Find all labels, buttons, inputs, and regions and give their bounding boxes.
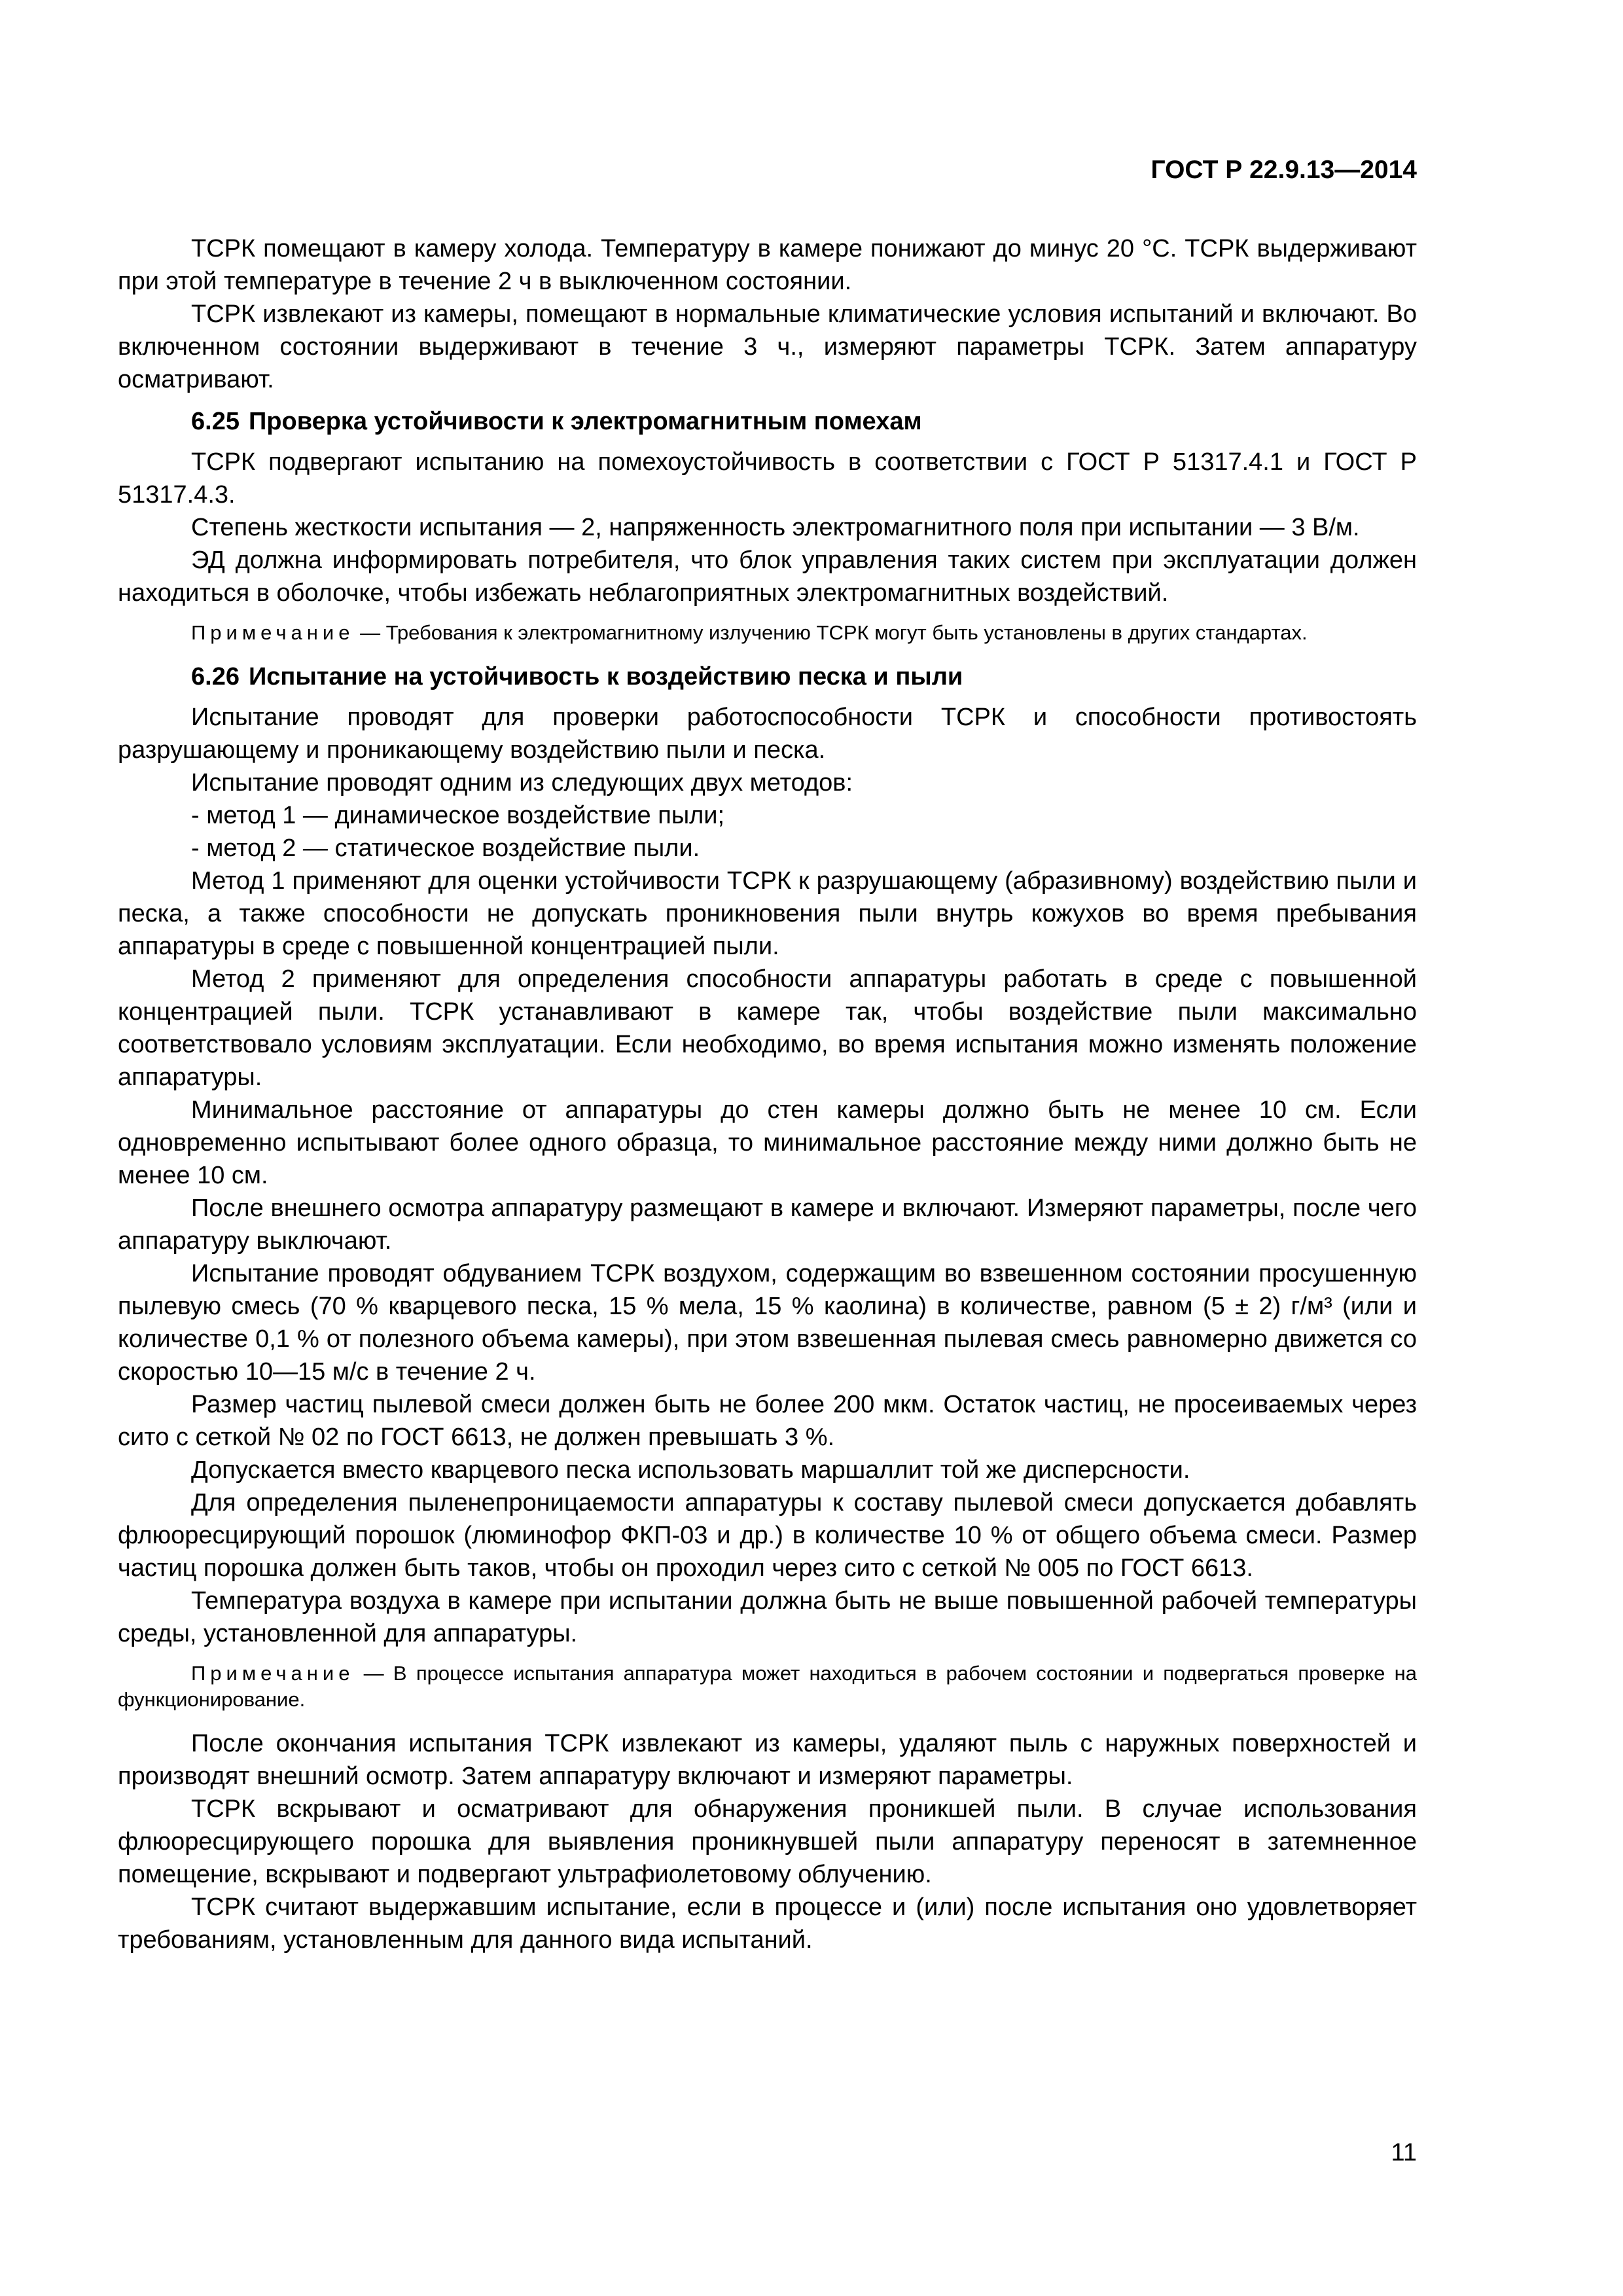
paragraph: ТСРК вскрывают и осматривают для обнаружения проникшей пыли. В случае использования флюоресцирующего порошка для выявления проникнувшей пыли аппаратуру переносят в затемненное помещение, вскрывают и подвергают ультрафиолетовому облучению. [118,1795,1417,1888]
note [118,1660,1417,1713]
note-text: — В процессе испытания аппаратура может находиться в рабочем состоянии и подвергаться проверке на функционирование. [118,1662,1417,1711]
paragraph: Степень жесткости испытания — 2, напряженность электромагнитного поля при испытании — 3 В/м. [191,514,1360,541]
paragraph: Испытание проводят обдуванием ТСРК воздухом, содержащим во взвешенном состоянии просушенную пылевую смесь (70 % кварцевого песка, 15 % мела, 15 % каолина) в количестве, равном (5 ± 2) г/м³ (или и количестве 0,1 % от полезного объема камеры), при этом взвешенная пылевая смесь равномерно движется со скоростью 10—15 м/с в течение 2 ч. [118,1260,1417,1386]
note-label: Примечание [191,621,355,644]
paragraph: ЭД должна информировать потребителя, что блок управления таких систем при эксплуатации должен находиться в оболочке, чтобы избежать неблагоприятных электромагнитных воздействий. [118,547,1417,607]
section-title: Испытание на устойчивость к воздействию песка и пыли [248,663,963,691]
section-heading-6-26 [118,660,1417,693]
paragraph: Температура воздуха в камере при испытании должна быть не выше повышенной рабочей температуры среды, установленной для аппаратуры. [118,1587,1417,1647]
note-text: — Требования к электромагнитному излучению ТСРК могут быть установлены в других стандартах. [360,621,1308,644]
paragraph: ТСРК извлекают из камеры, помещают в нормальные климатические условия испытаний и включают. Во включенном состоянии выдерживают в течение 3 ч., измеряют параметры ТСРК. Затем аппаратуру осматривают. [118,300,1417,393]
paragraph: Минимальное расстояние от аппаратуры до стен камеры должно быть не менее 10 см. Если одновременно испытывают более одного образца, то минимальное расстояние между ними должно быть не менее 10 см. [118,1096,1417,1189]
document-body [118,232,1417,1956]
paragraph: Размер частиц пылевой смеси должен быть не более 200 мкм. Остаток частиц, не просеиваемых через сито с сеткой № 02 по ГОСТ 6613, не должен превышать 3 %. [118,1391,1417,1451]
section-number: 6.25 [191,408,240,435]
paragraph: ТСРК считают выдержавшим испытание, если в процессе и (или) после испытания оно удовлетворяет требованиям, установленным для данного вида испытаний. [118,1893,1417,1954]
paragraph: После окончания испытания ТСРК извлекают из камеры, удаляют пыль с наружных поверхностей и производят внешний осмотр. Затем аппаратуру включают и измеряют параметры. [118,1730,1417,1790]
note [118,620,1417,646]
paragraph: После внешнего осмотра аппаратуру размещают в камере и включают. Измеряют параметры, после чего аппаратуру выключают. [118,1194,1417,1255]
note-label: Примечание [191,1662,355,1685]
paragraph: Испытание проводят одним из следующих двух методов: [191,769,853,797]
page-number: 11 [1391,2139,1417,2166]
paragraph: Метод 2 применяют для определения способности аппаратуры работать в среде с повышенной концентрацией пыли. ТСРК устанавливают в камере так, чтобы воздействие пыли максимально соответствовало условиям эксплуатации. Если необходимо, во время испытания можно изменять положение аппаратуры. [118,965,1417,1091]
paragraph: Допускается вместо кварцевого песка использовать маршаллит той же дисперсности. [191,1456,1190,1484]
section-heading-6-25 [118,405,1417,438]
list-item: - метод 1 — динамическое воздействие пыли; [191,802,725,829]
paragraph: ТСРК помещают в камеру холода. Температуру в камере понижают до минус 20 °С. ТСРК выдерживают при этой температуре в течение 2 ч в выключенном состоянии. [118,235,1417,295]
list-item: - метод 2 — статическое воздействие пыли. [191,834,700,862]
paragraph: Метод 1 применяют для оценки устойчивости ТСРК к разрушающему (абразивному) воздействию пыли и песка, а также способности не допускать проникновения пыли внутрь кожухов во время пребывания аппаратуры в среде с повышенной концентрацией пыли. [118,867,1417,960]
paragraph: Для определения пыленепроницаемости аппаратуры к составу пылевой смеси допускается добавлять флюоресцирующий порошок (люминофор ФКП-03 и др.) в количестве 10 % от общего объема смеси. Размер частиц порошка должен быть таков, чтобы он проходил через сито с сеткой № 005 по ГОСТ 6613. [118,1489,1417,1582]
section-title: Проверка устойчивости к электромагнитным помехам [248,408,922,435]
section-number: 6.26 [191,663,240,691]
paragraph: Испытание проводят для проверки работоспособности ТСРК и способности противостоять разрушающему и проникающему воздействию пыли и песка. [118,704,1417,764]
document-header: ГОСТ Р 22.9.13—2014 [1150,156,1417,184]
paragraph: ТСРК подвергают испытанию на помехоустойчивость в соответствии с ГОСТ Р 51317.4.1 и ГОСТ Р 51317.4.3. [118,448,1417,509]
